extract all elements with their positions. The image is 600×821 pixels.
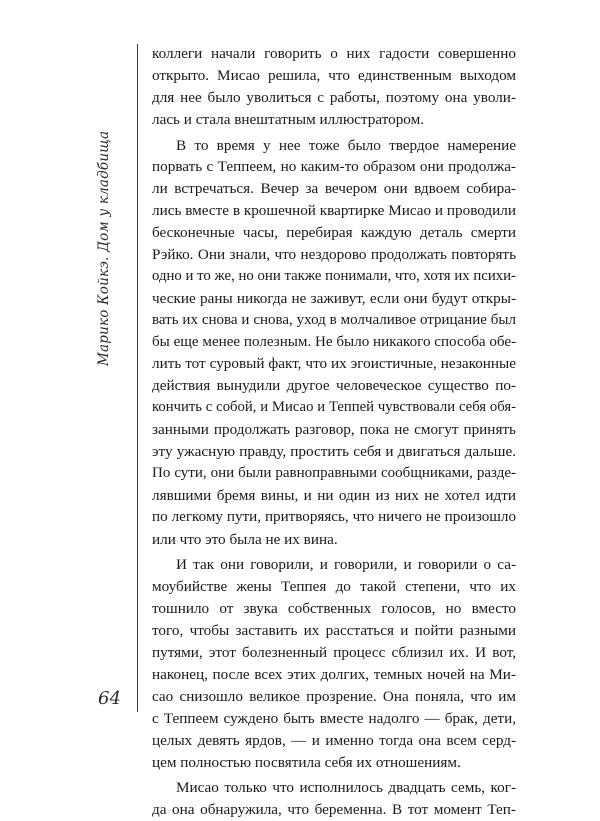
text-line: по легкому пути, притворяясь, что ничего не произошло [152, 508, 516, 525]
text-line: лась и стала внештатным иллюстратором. [152, 110, 425, 128]
running-head: Марико Койкэ. Дом у кладбища [96, 130, 112, 366]
text-line: моубийстве жены Теппея до такой степени, что их [152, 578, 516, 596]
text-line: тошнило от звука собственных голосов, но вместо [152, 600, 516, 618]
text-line: бы еще менее полезным. Не было никакого способа обе- [152, 333, 517, 350]
text-line: цем полностью посвятила себя их отношениям. [152, 753, 461, 771]
text-line: занными продолжать разговор, пока не смогут принять [152, 421, 516, 439]
margin-rule [137, 44, 138, 712]
text-line: В то время у нее тоже было твердое намерение [176, 136, 516, 154]
text-line: ческие раны никогда не заживут, если они будут откры- [152, 289, 516, 307]
paragraph-1 [152, 43, 516, 131]
paragraph-2 [152, 135, 516, 551]
text-line: для нее было уволиться с работы, поэтому она уволи- [152, 88, 516, 106]
text-line: одно и то же, но они также понимали, что, хотя их психи- [152, 267, 516, 284]
text-line: ли встречаться. Вечер за вечером они вдвоем собира- [152, 180, 516, 198]
text-line: открыто. Мисао решила, что единственным выходом [152, 66, 516, 84]
text-line: наконец, после всех этих долгих, темных ночей на Ми- [152, 665, 516, 683]
text-line: вать их снова и снова, уход в молчаливое отрицание был [152, 311, 516, 328]
text-line: порвать с Теппеем, но каким-то образом они продолжа- [152, 158, 516, 176]
text-line: Рэйко. Они знали, что нездорово продолжать повторять [152, 246, 516, 264]
text-line: с Теппеем суждено быть вместе надолго — брак, дети, [152, 709, 516, 727]
text-line: И так они говорили, и говорили, и говорили о са- [176, 556, 516, 574]
text-line: или что это была не их вина. [152, 530, 338, 548]
text-line: бесконечные часы, перебирая каждую деталь смерти [152, 224, 516, 242]
text-line: кончить с собой, и Мисао и Теппей чувствовали себя обя- [152, 399, 516, 416]
text-line: эту ужасную правду, простить себя и двигаться дальше. [152, 443, 516, 461]
text-line: того, чтобы заставить их расстаться и пойти разными [152, 622, 516, 640]
text-line: целых девять ярдов, — и именно тогда она всем серд- [152, 731, 516, 749]
text-line: По сути, они были равноправными сообщниками, разде- [152, 464, 516, 481]
text-line: путями, этот болезненный процесс сблизил их. И вот, [152, 644, 516, 662]
paragraph-4 [152, 777, 516, 821]
page-number: 64 [98, 688, 121, 709]
text-line: да она обнаружила, что беременна. В тот момент Теп- [152, 801, 516, 819]
text-line: сао снизошло великое прозрение. Она поняла, что им [152, 687, 516, 705]
text-line: коллеги начали говорить о них гадости совершенно [152, 45, 516, 62]
paragraph-3 [152, 554, 516, 773]
text-line: лить тот суровый факт, что их эгоистичные, незаконные [152, 355, 516, 373]
text-line: лявшими бремя вины, и ни один из них не хотел идти [152, 486, 516, 504]
text-line: лись вместе в крошечной квартирке Мисао и проводили [152, 202, 516, 220]
body-text [152, 43, 516, 821]
text-line: Мисао только что исполнилось двадцать семь, ког- [176, 779, 516, 797]
text-line: действия вынудили другое человеческое существо по- [152, 377, 516, 395]
